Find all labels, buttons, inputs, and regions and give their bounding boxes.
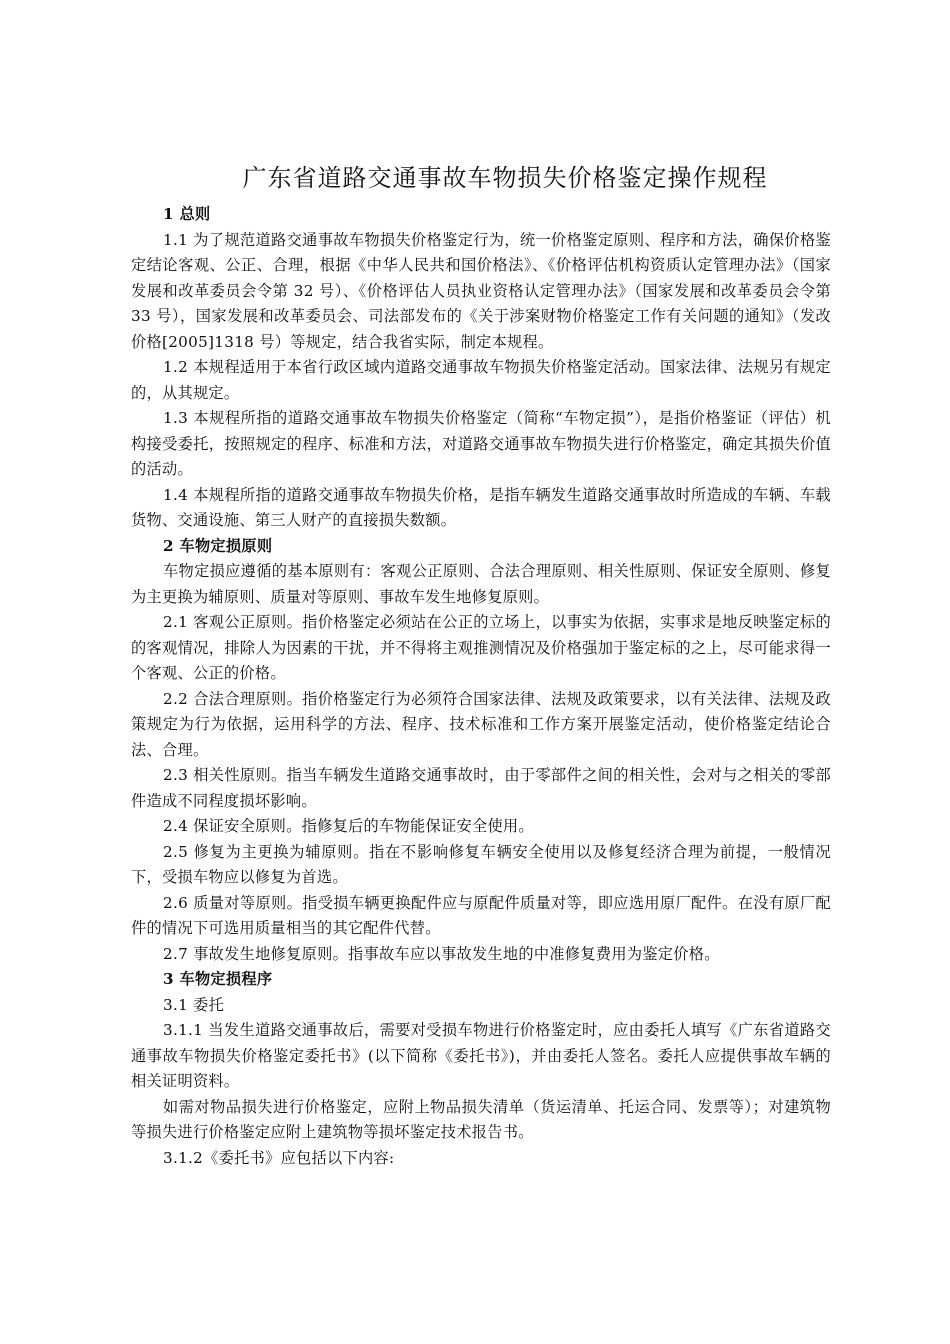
paragraph: 2.7 事故发生地修复原则。指事故车应以事故发生地的中准修复费用为鉴定价格。	[163, 944, 720, 963]
section-heading: 3 车物定损程序	[163, 970, 273, 988]
document-body	[131, 202, 831, 1171]
paragraph: 1.3 本规程所指的道路交通事故车物损失价格鉴定（简称“车物定损”），是指价格鉴证（评估）机构接受委托，按照规定的程序、标准和方法，对道路交通事故车物损失进行价格鉴定，确定其损失价值的活动。	[131, 409, 831, 478]
paragraph: 2.1 客观公正原则。指价格鉴定必须站在公正的立场上，以事实为依据，实事求是地反映鉴定标的的客观情况，排除人为因素的干扰，并不得将主观推测情况及价格强加于鉴定标的之上，尽可能求得一个客观、公正的价格。	[131, 613, 831, 682]
paragraph: 2.2 合法合理原则。指价格鉴定行为必须符合国家法律、法规及政策要求，以有关法律、法规及政策规定为行为依据，运用科学的方法、程序、技术标准和工作方案开展鉴定活动，使价格鉴定结论合法、合理。	[131, 689, 831, 759]
paragraph: 3.1 委托	[163, 995, 225, 1014]
paragraph: 2.5 修复为主更换为辅原则。指在不影响修复车辆安全使用以及修复经济合理为前提，一般情况下，受损车物应以修复为首选。	[131, 842, 831, 886]
paragraph: 如需对物品损失进行价格鉴定，应附上物品损失清单（货运清单、托运合同、发票等）；对建筑物等损失进行价格鉴定应附上建筑物等损坏鉴定技术报告书。	[131, 1097, 831, 1141]
paragraph: 2.3 相关性原则。指当车辆发生道路交通事故时，由于零部件之间的相关性，会对与之相关的零部件造成不同程度损坏影响。	[131, 766, 831, 810]
section-heading: 1 总则	[163, 205, 211, 223]
paragraph: 2.6 质量对等原则。指受损车辆更换配件应与原配件质量对等，即应选用原厂配件。在没有原厂配件的情况下可选用质量相当的其它配件代替。	[131, 893, 831, 937]
paragraph: 1.1 为了规范道路交通事故车物损失价格鉴定行为，统一价格鉴定原则、程序和方法，确保价格鉴定结论客观、公正、合理，根据《中华人民共和国价格法》、《价格评估机构资质认定管理办法》（国家发展和改革委员会令第 32 号）、《价格评估人员执业资格认定管理办法》（国家发展和改革委员会令第 33 号），国家发展和改革委员会、司法部发布的《关于涉案财物价格鉴定工作有关问题的通知》（发改价格[2005]1318 号）等规定，结合我省实际，制定本规程。	[131, 230, 831, 351]
paragraph: 1.4 本规程所指的道路交通事故车物损失价格，是指车辆发生道路交通事故时所造成的车辆、车载货物、交通设施、第三人财产的直接损失数额。	[131, 485, 831, 529]
paragraph: 3.1.2《委托书》应包括以下内容:	[163, 1148, 395, 1167]
paragraph: 1.2 本规程适用于本省行政区域内道路交通事故车物损失价格鉴定活动。国家法律、法规另有规定的，从其规定。	[131, 358, 831, 402]
paragraph: 2.4 保证安全原则。指修复后的车物能保证安全使用。	[163, 817, 534, 835]
document-title: 广东省道路交通事故车物损失价格鉴定操作规程	[242, 164, 768, 192]
paragraph: 3.1.1 当发生道路交通事故后，需要对受损车物进行价格鉴定时，应由委托人填写《广东省道路交通事故车物损失价格鉴定委托书》(以下简称《委托书》)，并由委托人签名。委托人应提供事故车辆的相关证明资料。	[131, 1021, 831, 1090]
paragraph: 车物定损应遵循的基本原则有：客观公正原则、合法合理原则、相关性原则、保证安全原则、修复为主更换为辅原则、质量对等原则、事故车发生地修复原则。	[131, 562, 831, 606]
section-heading: 2 车物定损原则	[163, 536, 273, 555]
